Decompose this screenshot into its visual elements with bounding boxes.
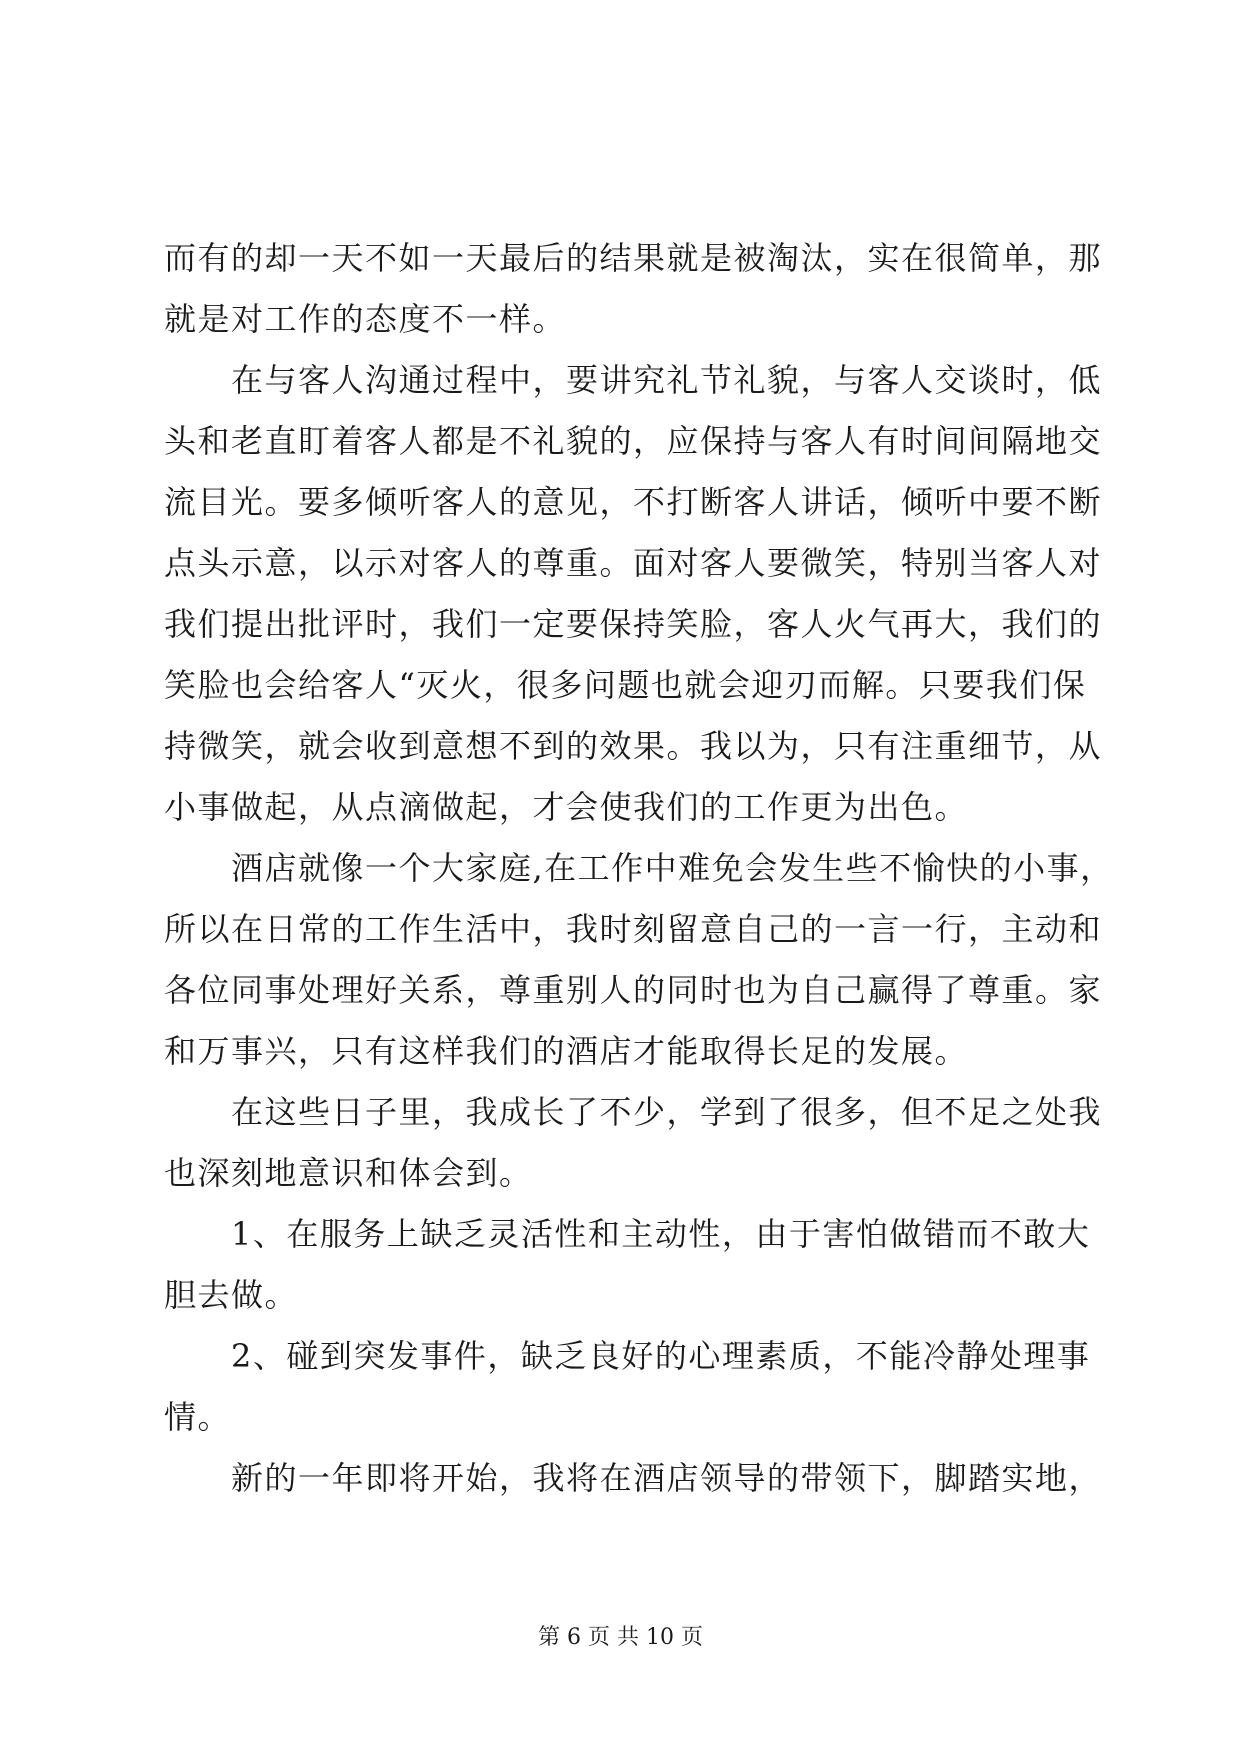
text-line: 就是对工作的态度不一样。 — [164, 300, 567, 338]
text-line: 点头示意，以示对客人的尊重。面对客人要微笑，特别当客人对 — [164, 544, 1103, 582]
text-line: 也深刻地意识和体会到。 — [164, 1154, 533, 1192]
text-line: 所以在日常的工作生活中，我时刻留意自己的一言一行，主动和 — [164, 910, 1103, 948]
text-line: 酒店就像一个大家庭,在工作中难免会发生些不愉快的小事， — [231, 849, 1114, 887]
paragraph-2 — [164, 350, 1103, 838]
text-line: 在这些日子里，我成长了不少，学到了很多，但不足之处我 — [231, 1093, 1103, 1131]
paragraph-5 — [164, 1448, 1103, 1509]
text-line: 各位同事处理好关系，尊重别人的同时也为自己赢得了尊重。家 — [164, 971, 1103, 1009]
text-line: 新的一年即将开始，我将在酒店领导的带领下，脚踏实地， — [231, 1459, 1103, 1497]
body-text — [164, 228, 1114, 1509]
paragraph-4 — [164, 1082, 1103, 1204]
list-item-2 — [164, 1326, 1091, 1448]
text-line: 笑脸也会给客人“灭火，很多问题也就会迎刃而解。只要我们保 — [164, 666, 1087, 704]
text-line: 2、碰到突发事件，缺乏良好的心理素质，不能冷静处理事 — [231, 1337, 1091, 1375]
text-line: 而有的却一天不如一天最后的结果就是被淘汰，实在很简单，那 — [164, 239, 1103, 277]
text-line: 胆去做。 — [164, 1276, 299, 1314]
text-line: 我们提出批评时，我们一定要保持笑脸，客人火气再大，我们的 — [164, 605, 1103, 643]
text-line: 1、在服务上缺乏灵活性和主动性，由于害怕做错而不敢大 — [231, 1215, 1091, 1253]
text-line: 在与客人沟通过程中，要讲究礼节礼貌，与客人交谈时，低 — [231, 361, 1103, 399]
text-line: 头和老直盯着客人都是不礼貌的，应保持与客人有时间间隔地交 — [164, 422, 1103, 460]
text-line: 情。 — [164, 1398, 232, 1436]
list-item-1 — [164, 1204, 1091, 1326]
paragraph-3 — [164, 838, 1114, 1082]
paragraph-1 — [164, 228, 1103, 350]
text-line: 持微笑，就会收到意想不到的效果。我以为，只有注重细节，从 — [164, 727, 1103, 765]
text-line: 和万事兴，只有这样我们的酒店才能取得长足的发展。 — [164, 1032, 969, 1070]
text-line: 流目光。要多倾听客人的意见，不打断客人讲话，倾听中要不断 — [164, 483, 1103, 521]
page-number-footer: 第 6 页 共 10 页 — [538, 1625, 703, 1650]
text-line: 小事做起，从点滴做起，才会使我们的工作更为出色。 — [164, 788, 969, 826]
